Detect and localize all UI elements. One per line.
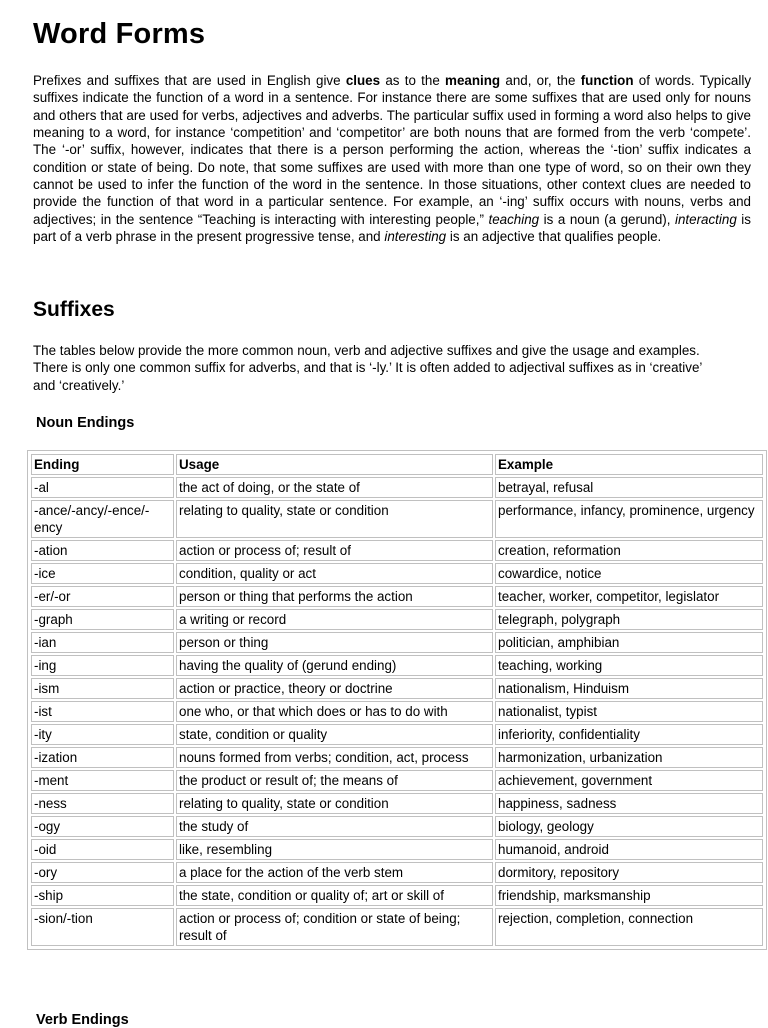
cell-example: teacher, worker, competitor, legislator bbox=[495, 586, 763, 607]
noun-endings-body bbox=[31, 477, 763, 946]
table-row bbox=[31, 678, 763, 699]
table-row bbox=[31, 747, 763, 768]
table-row bbox=[31, 609, 763, 630]
intro-italic-interacting: interacting bbox=[674, 211, 737, 227]
cell-example: betrayal, refusal bbox=[495, 477, 763, 498]
intro-text: of words. Typically suffixes indicate the function of a word in a sentence. For instance there are some suffixes that are used only for nouns and others that are used for verbs, adjectives and adverbs. The particular suffix used in forming a word also helps to give meaning to a word, for instance ‘competition’ and ‘competitor’ are both nouns that are formed from the verb ‘compete’. The ‘-or’ suffix, however, indicates that there is a person performing the action, whereas the ‘-tion’ suffix indicates a condition or state of being. Do note, that some suffixes are used with more than one type of word, so on their own they cannot be used to infer the function of the word in the sentence. In those situations, other context clues are needed to provide the function of that word in a particular sentence. For example, an ‘-ing’ suffix occurs with nouns, verbs and adjectives; in the sentence “Teaching is interacting with interesting people,” bbox=[33, 73, 752, 227]
cell-ending: -ory bbox=[31, 862, 174, 883]
cell-usage: state, condition or quality bbox=[176, 724, 493, 745]
cell-example: creation, reformation bbox=[495, 540, 763, 561]
cell-usage: person or thing bbox=[176, 632, 493, 653]
cell-usage: condition, quality or act bbox=[176, 563, 493, 584]
table-row bbox=[31, 908, 763, 946]
cell-ending: -ian bbox=[31, 632, 174, 653]
cell-example: teaching, working bbox=[495, 655, 763, 676]
header-ending: Ending bbox=[31, 454, 174, 475]
header-example: Example bbox=[495, 454, 763, 475]
cell-ending: -er/-or bbox=[31, 586, 174, 607]
cell-usage: having the quality of (gerund ending) bbox=[176, 655, 493, 676]
cell-ending: -graph bbox=[31, 609, 174, 630]
cell-ending: -ity bbox=[31, 724, 174, 745]
cell-example: friendship, marksmanship bbox=[495, 885, 763, 906]
noun-endings-heading: Noun Endings bbox=[36, 415, 135, 431]
intro-italic-interesting: interesting bbox=[384, 229, 447, 245]
cell-ending: -ship bbox=[31, 885, 174, 906]
noun-endings-table bbox=[29, 452, 765, 948]
intro-text: Prefixes and suffixes that are used in English give bbox=[33, 73, 346, 88]
cell-ending: -ness bbox=[31, 793, 174, 814]
cell-usage: one who, or that which does or has to do with bbox=[176, 701, 493, 722]
suffixes-heading: Suffixes bbox=[33, 298, 115, 321]
table-row bbox=[31, 540, 763, 561]
table-header-row bbox=[31, 454, 763, 475]
table-row bbox=[31, 655, 763, 676]
cell-example: achievement, government bbox=[495, 770, 763, 791]
cell-ending: -ation bbox=[31, 540, 174, 561]
cell-usage: relating to quality, state or condition bbox=[176, 500, 493, 538]
cell-usage: person or thing that performs the action bbox=[176, 586, 493, 607]
table-row bbox=[31, 816, 763, 837]
cell-example: telegraph, polygraph bbox=[495, 609, 763, 630]
table-row bbox=[31, 701, 763, 722]
cell-usage: the product or result of; the means of bbox=[176, 770, 493, 791]
cell-example: nationalism, Hinduism bbox=[495, 678, 763, 699]
cell-ending: -ogy bbox=[31, 816, 174, 837]
cell-example: dormitory, repository bbox=[495, 862, 763, 883]
cell-usage: relating to quality, state or condition bbox=[176, 793, 493, 814]
cell-example: harmonization, urbanization bbox=[495, 747, 763, 768]
cell-ending: -ism bbox=[31, 678, 174, 699]
cell-ending: -ing bbox=[31, 655, 174, 676]
cell-example: humanoid, android bbox=[495, 839, 763, 860]
table-row bbox=[31, 500, 763, 538]
cell-usage: action or process of; result of bbox=[176, 540, 493, 561]
cell-ending: -ization bbox=[31, 747, 174, 768]
cell-usage: a writing or record bbox=[176, 609, 493, 630]
table-row bbox=[31, 793, 763, 814]
table-row bbox=[31, 839, 763, 860]
table-row bbox=[31, 770, 763, 791]
cell-usage: action or process of; condition or state of being; result of bbox=[176, 908, 493, 946]
table-row bbox=[31, 885, 763, 906]
cell-usage: the state, condition or quality of; art or skill of bbox=[176, 885, 493, 906]
intro-bold-function: function bbox=[580, 73, 634, 88]
cell-usage: action or practice, theory or doctrine bbox=[176, 678, 493, 699]
cell-usage: the act of doing, or the state of bbox=[176, 477, 493, 498]
cell-ending: -ance/-ancy/-ence/-ency bbox=[31, 500, 174, 538]
cell-ending: -oid bbox=[31, 839, 174, 860]
intro-bold-meaning: meaning bbox=[445, 73, 501, 88]
table-row bbox=[31, 632, 763, 653]
cell-usage: a place for the action of the verb stem bbox=[176, 862, 493, 883]
cell-example: performance, infancy, prominence, urgency bbox=[495, 500, 763, 538]
verb-endings-heading: Verb Endings bbox=[36, 1012, 129, 1028]
table-row bbox=[31, 862, 763, 883]
cell-example: biology, geology bbox=[495, 816, 763, 837]
table-row bbox=[31, 724, 763, 745]
table-row bbox=[31, 586, 763, 607]
cell-example: inferiority, confidentiality bbox=[495, 724, 763, 745]
cell-ending: -al bbox=[31, 477, 174, 498]
cell-ending: -ist bbox=[31, 701, 174, 722]
cell-example: happiness, sadness bbox=[495, 793, 763, 814]
intro-text: is a noun (a gerund), bbox=[539, 211, 675, 227]
header-usage: Usage bbox=[176, 454, 493, 475]
table-row bbox=[31, 477, 763, 498]
cell-usage: the study of bbox=[176, 816, 493, 837]
cell-ending: -sion/-tion bbox=[31, 908, 174, 946]
cell-usage: nouns formed from verbs; condition, act, process bbox=[176, 747, 493, 768]
intro-italic-teaching: teaching bbox=[488, 211, 540, 227]
cell-example: politician, amphibian bbox=[495, 632, 763, 653]
intro-text: is an adjective that qualifies people. bbox=[446, 229, 662, 245]
cell-ending: -ment bbox=[31, 770, 174, 791]
intro-paragraph bbox=[33, 72, 751, 245]
cell-usage: like, resembling bbox=[176, 839, 493, 860]
intro-text: is part of a verb phrase in the present progressive tense, and bbox=[33, 211, 751, 245]
intro-text: as to the bbox=[380, 73, 446, 88]
cell-example: rejection, completion, connection bbox=[495, 908, 763, 946]
suffixes-paragraph: The tables below provide the more common noun, verb and adjective suffixes and give the usage and examples. There is only one common suffix for adverbs, and that is ‘-ly.’ It is often added to adjectival suffixes as in ‘creative’ and ‘creatively.’ bbox=[33, 343, 702, 393]
intro-bold-clues: clues bbox=[345, 73, 381, 88]
cell-example: nationalist, typist bbox=[495, 701, 763, 722]
table-row bbox=[31, 563, 763, 584]
page-title: Word Forms bbox=[33, 18, 206, 50]
cell-example: cowardice, notice bbox=[495, 563, 763, 584]
intro-text: and, or, the bbox=[500, 73, 581, 88]
noun-endings-table-frame bbox=[27, 450, 767, 950]
cell-ending: -ice bbox=[31, 563, 174, 584]
